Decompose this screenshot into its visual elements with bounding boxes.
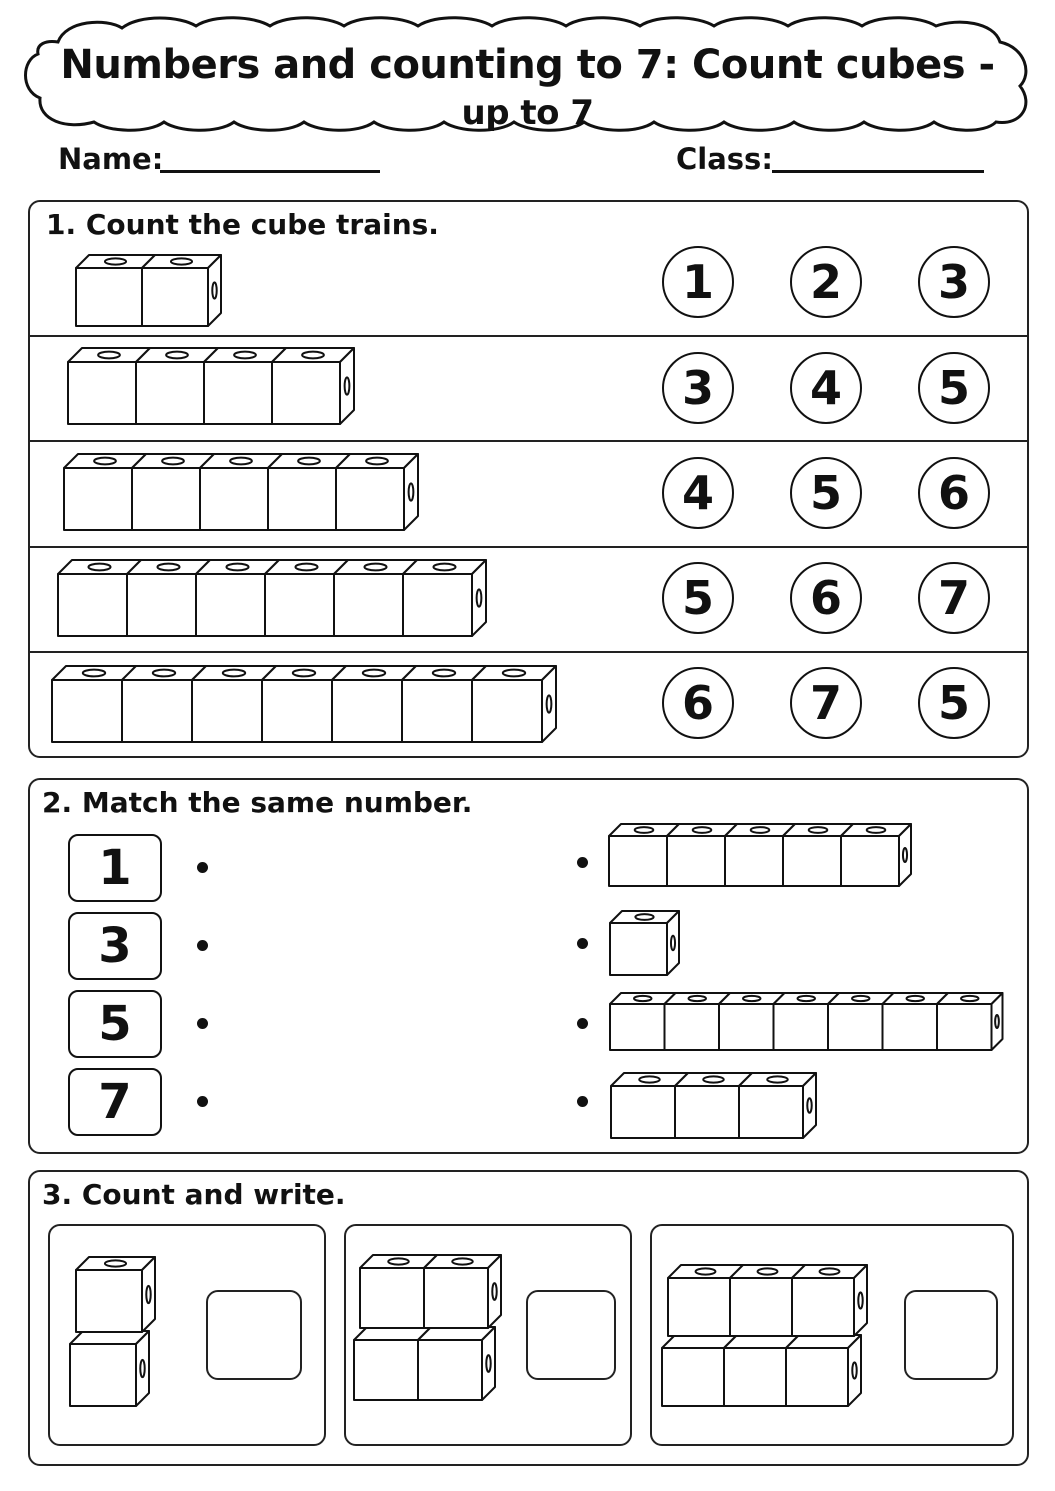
match-number-box: 3 [68, 912, 162, 980]
option-circle[interactable]: 7 [918, 562, 990, 634]
option-circle[interactable]: 3 [918, 246, 990, 318]
option-circle[interactable]: 7 [790, 667, 862, 739]
option-circle[interactable]: 5 [918, 667, 990, 739]
cube [418, 1327, 495, 1400]
match-number-box: 1 [68, 834, 162, 902]
section-1-title: 1. Count the cube trains. [46, 208, 439, 241]
title-small: up to 7 [461, 93, 594, 133]
option-circle[interactable]: 5 [662, 562, 734, 634]
option-circle[interactable]: 6 [662, 667, 734, 739]
option-circle[interactable]: 4 [790, 352, 862, 424]
cube [70, 1331, 149, 1406]
section-2-title: 2. Match the same number. [42, 786, 473, 819]
option-circle[interactable]: 3 [662, 352, 734, 424]
cube [792, 1265, 867, 1336]
option-circle[interactable]: 5 [790, 457, 862, 529]
option-circle[interactable]: 6 [790, 562, 862, 634]
cube [76, 1257, 155, 1332]
cube [424, 1255, 501, 1328]
cube [786, 1335, 861, 1406]
match-number-box: 7 [68, 1068, 162, 1136]
class-label: Class: [676, 142, 773, 176]
option-circle[interactable]: 4 [662, 457, 734, 529]
section-3-title: 3. Count and write. [42, 1178, 346, 1211]
option-circle[interactable]: 1 [662, 246, 734, 318]
match-number-box: 5 [68, 990, 162, 1058]
name-label: Name: [58, 142, 164, 176]
option-circle[interactable]: 2 [790, 246, 862, 318]
option-circle[interactable]: 5 [918, 352, 990, 424]
title-main: Numbers and counting to 7: Count cubes - [60, 42, 995, 88]
option-circle[interactable]: 6 [918, 457, 990, 529]
